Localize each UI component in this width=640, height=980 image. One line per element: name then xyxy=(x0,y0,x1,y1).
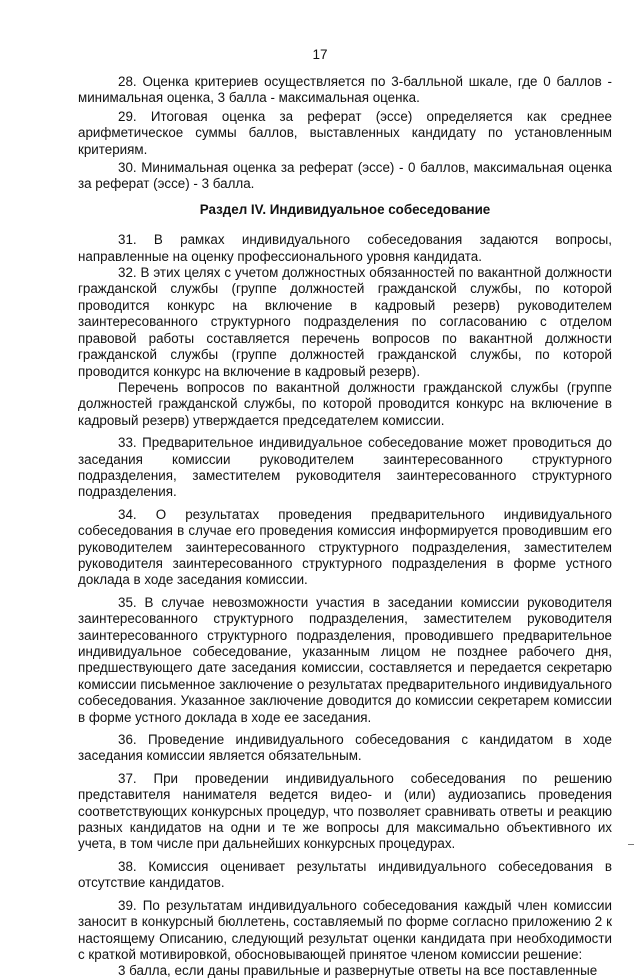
margin-mark xyxy=(628,844,634,845)
paragraph-32-list-approval: Перечень вопросов по вакантной должности гражданской службы (группе должностей гражданской службы, по которой проводится конкурс на включение в кадровый резерв) утверждается председателем комиссии. xyxy=(78,379,612,428)
document-body xyxy=(78,74,612,980)
paragraph-30: 30. Минимальная оценка за реферат (эссе) - 0 баллов, максимальная оценка за реферат (эссе) - 3 балла. xyxy=(78,160,612,192)
paragraph-32: 32. В этих целях с учетом должностных обязанностей по вакантной должности гражданской службы (группе должностей гражданской службы, по которой проводится конкурс на включение в кадровый резерв) руководителем заинтересованного структурного подразделения по согласованию с отделом правовой работы составляется перечень вопросов по вакантной должности гражданской службы (группе должностей гражданской службы, по которой проводится конкурс на включение в кадровый резерв). xyxy=(78,265,612,379)
paragraph-33: 33. Предварительное индивидуальное собеседование может проводиться до заседания комиссии руководителем заинтересованного структурного подразделения, заместителем руководителя заинтересованного структурного подразделения. xyxy=(78,435,612,500)
section-heading: Раздел IV. Индивидуальное собеседование xyxy=(199,201,491,217)
paragraph-39: 39. По результатам индивидуального собеседования каждый член комиссии заносит в конкурсный бюллетень, составляемый по форме согласно приложению 2 к настоящему Описанию, следующий результат оценки кандидата при необходимости с краткой мотивировкой, обосновывающей принятое членом комиссии решение: xyxy=(78,897,612,962)
paragraph-35: 35. В случае невозможности участия в заседании комиссии руководителя заинтересованного структурного подразделения, заместителем руководителя заинтересованного структурного подразделения, проводившего предварительное индивидуальное собеседование, указанным лицом не позднее рабочего дня, предшествующего дате заседания комиссии, составляется и передается секретарю комиссии письменное заключение о результатах предварительного индивидуального собеседования. Указанное заключение доводится до комиссии секретарем комиссии в форме устного доклада в ходе ее заседания. xyxy=(78,594,612,725)
paragraph-29: 29. Итоговая оценка за реферат (эссе) определяется как среднее арифметическое суммы баллов, выставленных кандидату по установленным критериям. xyxy=(78,108,612,157)
paragraph-38: 38. Комиссия оценивает результаты индивидуального собеседования в отсутствие кандидатов. xyxy=(78,858,612,891)
paragraph-28: 28. Оценка критериев осуществляется по 3-балльной шкале, где 0 баллов - минимальная оценка, 3 балла - максимальная оценка. xyxy=(78,74,612,106)
paragraph-39-score-3: 3 балла, если даны правильные и развернутые ответы на все поставленные xyxy=(118,963,598,979)
page-number: 17 xyxy=(312,47,328,62)
paragraph-37: 37. При проведении индивидуального собеседования по решению представителя нанимателя ведется видео- и (или) аудиозапись проведения соответствующих конкурсных процедур, что позволяет сравнивать ответы и реакцию разных кандидатов на одни и те же вопросы для максимально объективного их учета, в том числе при дальнейших конкурсных процедурах. xyxy=(78,770,612,852)
paragraph-36: 36. Проведение индивидуального собеседования с кандидатом в ходе заседания комиссии является обязательным. xyxy=(78,732,612,764)
paragraph-31: 31. В рамках индивидуального собеседования задаются вопросы, направленные на оценку профессионального уровня кандидата. xyxy=(78,232,612,264)
paragraph-34: 34. О результатах проведения предварительного индивидуального собеседования в случае его проведения комиссия информируется проводившим его руководителем заинтересованного структурного подразделения, заместителем руководителя заинтересованного структурного подразделения в форме устного доклада в ходе заседания комиссии. xyxy=(78,506,612,588)
